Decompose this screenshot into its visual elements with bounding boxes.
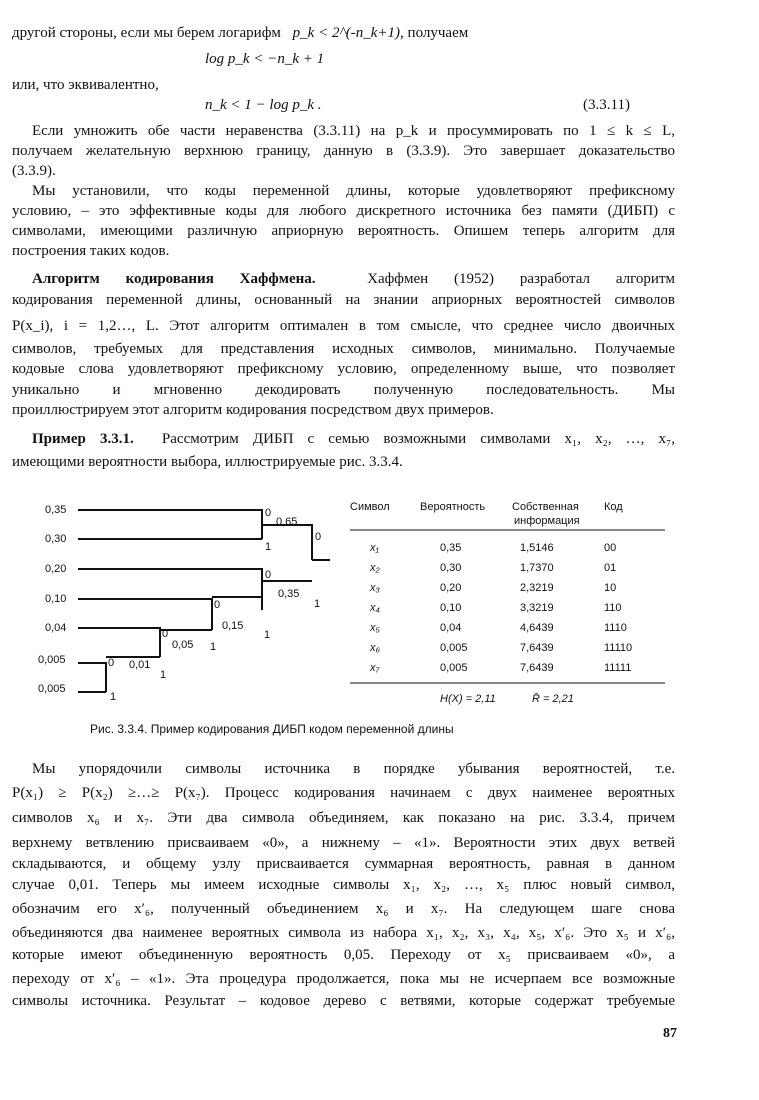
- cell-symbol: x₃: [370, 582, 380, 594]
- cell-info: 2,3219: [520, 582, 554, 594]
- text-line: объединяются два наименее вероятных символа из набора x₁, x₂, x₃, x₄, x₅, x′₆. Это x₅ и x′₆,: [12, 925, 675, 941]
- cell-code: 110: [604, 602, 622, 614]
- merge-label: 0,05: [172, 639, 194, 651]
- merge-label: 0,15: [222, 620, 244, 632]
- text-line: (3.3.9).: [12, 163, 56, 179]
- table-header-symbol: Символ: [350, 501, 390, 513]
- cell-prob: 0,20: [440, 582, 462, 594]
- text-line: которые имеют объединенную вероятность 0,05. Переходу от x₅ присваиваем «0», а: [12, 947, 675, 963]
- table-row: [369, 602, 622, 614]
- cell-code: 11110: [604, 642, 633, 654]
- cell-info: 7,6439: [520, 642, 554, 654]
- section-heading: Алгоритм кодирования Хаффмена.: [32, 271, 316, 287]
- bit-label: 1: [110, 691, 117, 703]
- text-line: проиллюстрируем этот алгоритм кодирования посредством двух примеров.: [12, 402, 494, 418]
- huffman-figure: [0, 490, 759, 720]
- inline-math: p_k < 2^(-n_k+1): [292, 25, 401, 41]
- bit-label: 0: [265, 569, 272, 581]
- cell-code: 01: [604, 562, 617, 574]
- table-row: [369, 642, 632, 654]
- text-line: символов, требуемых для представления исходных символов, минимально. Получаемые: [12, 341, 675, 357]
- prob-label: 0,005: [38, 683, 66, 695]
- branch-x3: [78, 569, 262, 597]
- text-line: обозначим его x′₆, полученный объединением x₆ и x₇. На следующем шаге снова: [12, 901, 675, 917]
- branch-x5: [78, 628, 160, 657]
- text-fragment: Хаффмен (1952) разработал алгоритм: [367, 271, 676, 287]
- text-fragment: , получаем: [400, 25, 469, 41]
- prob-label: 0,30: [45, 533, 67, 545]
- cell-code: 1110: [604, 622, 627, 634]
- text-line: уникально и мгновенно декодировать полученную последовательность. Мы: [12, 382, 675, 398]
- bit-label: 0: [162, 628, 169, 640]
- table-header-code: Код: [604, 501, 623, 513]
- huffman-tree: [78, 510, 330, 692]
- merge-label: 0,01: [129, 659, 151, 671]
- entropy-label: H(X) = 2,11: [440, 693, 496, 705]
- text-line: P(x_i), i = 1,2…, L. Этот алгоритм оптимален в том смысле, что среднее число двоичных: [12, 318, 675, 334]
- text-line: символы источника. Результат – кодовое дерево с ветвями, которые содержат требуемые: [12, 993, 675, 1009]
- tree-probability-labels: [38, 504, 66, 695]
- text-line: кодирования переменной длины, основанный на знании априорных вероятностей символов: [12, 292, 675, 308]
- equation-log: log p_k < −n_k + 1: [205, 51, 325, 67]
- table-header-self-info-2: информация: [514, 515, 580, 527]
- example-heading: Пример 3.3.1.: [32, 431, 134, 447]
- cell-code: 10: [604, 582, 617, 594]
- cell-prob: 0,005: [440, 662, 468, 674]
- bit-label: 0: [108, 657, 115, 669]
- cell-info: 4,6439: [520, 622, 554, 634]
- code-table: [350, 501, 665, 705]
- prob-label: 0,005: [38, 654, 66, 666]
- page-number: 87: [663, 1026, 677, 1041]
- text-line: Мы установили, что коды переменной длины, которые удовлетворяют префиксному: [32, 183, 675, 199]
- table-row: [369, 582, 616, 594]
- bit-label: 0: [315, 531, 322, 543]
- cell-symbol: x₅: [370, 622, 380, 634]
- table-row: [369, 542, 616, 554]
- cell-prob: 0,04: [440, 622, 462, 634]
- text-line: верхнему ветвлению присваиваем «0», а нижнему – «1». Вероятности этих двух ветвей: [12, 835, 675, 851]
- text-line: построения таких кодов.: [12, 243, 170, 259]
- table-header-self-info: Собственная: [512, 501, 579, 513]
- bit-label: 1: [210, 641, 217, 653]
- text-line: или, что эквивалентно,: [12, 77, 159, 93]
- table-header-probability: Вероятность: [420, 501, 486, 513]
- text-line: условию, – это эффективные коды для любого дискретного источника без памяти (ДИБП) с: [12, 203, 675, 219]
- text-line: получаем желательную верхнюю границу, данную в (3.3.9). Это завершает доказательство: [12, 143, 675, 159]
- branch-bit-labels: [108, 507, 321, 703]
- text-line: случае 0,01. Теперь мы имеем исходные символы x₁, x₂, …, x₅ плюс новый символ,: [12, 877, 675, 893]
- text-fragment: другой стороны, если мы берем логарифм: [12, 25, 281, 41]
- equation-3-3-11: n_k < 1 − log p_k .: [205, 97, 322, 113]
- cell-symbol: x₂: [370, 562, 380, 574]
- cell-symbol: x₁: [370, 542, 379, 554]
- table-row: [369, 662, 631, 674]
- figure-caption: Рис. 3.3.4. Пример кодирования ДИБП кодом переменной длины: [90, 722, 454, 736]
- text-line: переходу от x′₆ – «1». Эта процедура продолжается, пока мы не исчерпаем все возможные: [12, 971, 675, 987]
- table-row: [369, 562, 616, 574]
- equation-number: (3.3.11): [583, 97, 630, 113]
- text-line: имеющими вероятности выбора, иллюстрируемые рис. 3.3.4.: [12, 454, 403, 470]
- text-line: [32, 430, 675, 448]
- text-line: P(x₁) ≥ P(x₂) ≥…≥ P(x₇). Процесс кодирования начинаем с двух наименее вероятных: [12, 785, 675, 801]
- bit-label: 1: [160, 669, 167, 681]
- cell-code: 00: [604, 542, 617, 554]
- merge-label: 0,65: [276, 516, 298, 528]
- cell-prob: 0,005: [440, 642, 468, 654]
- text-line: Мы упорядочили символы источника в порядке убывания вероятностей, т.е.: [32, 761, 675, 777]
- bit-label: 1: [264, 629, 271, 641]
- cell-info: 3,3219: [520, 602, 554, 614]
- merge-label: 0,35: [278, 588, 300, 600]
- cell-prob: 0,30: [440, 562, 462, 574]
- bit-label: 0: [265, 507, 272, 519]
- cell-code: 11111: [604, 662, 632, 674]
- text-line: Если умножить обе части неравенства (3.3.11) на p_k и просуммировать по 1 ≤ k ≤ L,: [32, 123, 675, 139]
- text-line: символами, имеющими различную априорную вероятность. Опишем теперь алгоритм для: [12, 223, 675, 239]
- table-row: [369, 622, 627, 634]
- text-fragment: Рассмотрим ДИБП с семью возможными символами x₁, x₂, …, x₇,: [161, 431, 675, 447]
- text-line: [12, 24, 468, 42]
- branch-x4: [78, 599, 212, 630]
- prob-label: 0,35: [45, 504, 67, 516]
- cell-info: 1,5146: [520, 542, 554, 554]
- prob-label: 0,20: [45, 563, 67, 575]
- prob-label: 0,10: [45, 593, 67, 605]
- cell-info: 1,7370: [520, 562, 554, 574]
- cell-info: 7,6439: [520, 662, 554, 674]
- cell-symbol: x₆: [370, 642, 380, 654]
- text-line: символов x₆ и x₇. Эти два символа объединяем, как показано на рис. 3.3.4, причем: [12, 810, 675, 826]
- cell-symbol: x₇: [370, 662, 380, 674]
- bit-label: 0: [214, 599, 221, 611]
- branch-x1-x2: [78, 510, 262, 539]
- cell-prob: 0,10: [440, 602, 462, 614]
- bit-label: 1: [265, 541, 272, 553]
- text-line: [32, 270, 675, 288]
- figure-3-3-4: [0, 490, 759, 720]
- avg-length-label: R̄ = 2,21: [532, 693, 574, 705]
- cell-prob: 0,35: [440, 542, 462, 554]
- branch-x6-x7: [78, 663, 106, 692]
- cell-symbol: x₄: [370, 602, 380, 614]
- prob-label: 0,04: [45, 622, 67, 634]
- text-line: кодовые слова удовлетворяют префиксному условию, определенному выше, что позволяет: [12, 361, 675, 377]
- text-line: складываются, и общему узлу присваивается суммарная вероятность, равная в данном: [12, 856, 675, 872]
- bit-label: 1: [314, 598, 321, 610]
